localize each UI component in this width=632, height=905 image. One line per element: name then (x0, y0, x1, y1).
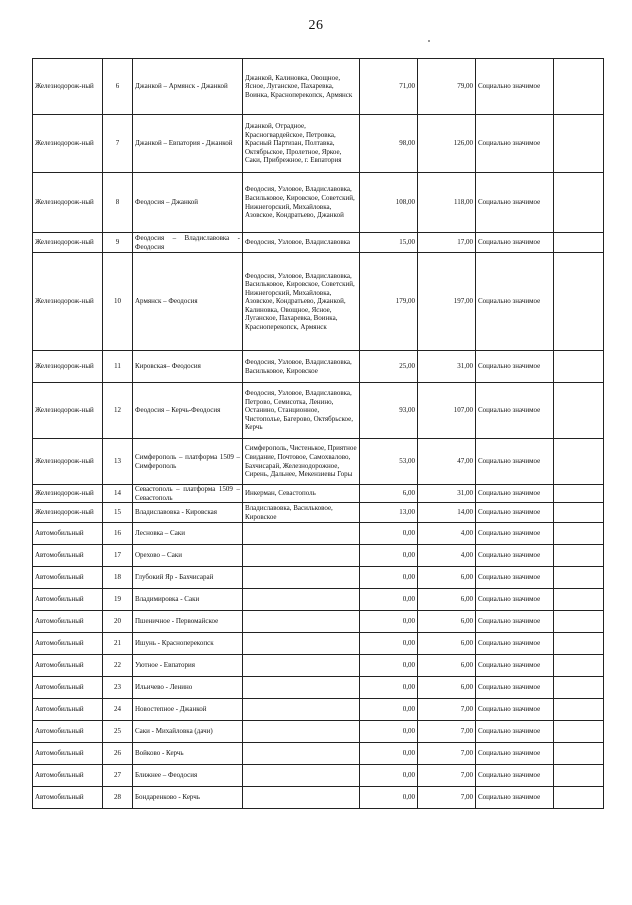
route-number-cell: 19 (103, 589, 133, 611)
stops-cell: Феодосия, Узловое, Владиславовка, Васильковое, Кировское, Советский, Нижнегорский, Михайловка, Азовское, Кондратьево, Джанкой (243, 173, 360, 233)
route-name-cell: Саки - Михайловка (дачи) (133, 721, 243, 743)
route-number-cell: 14 (103, 485, 133, 503)
notes-cell (554, 439, 604, 485)
value-2-cell: 31,00 (418, 485, 476, 503)
table-row (33, 611, 604, 633)
page-number: 26 (308, 18, 324, 33)
category-cell: Социально значимое (476, 523, 554, 545)
route-number-cell: 24 (103, 699, 133, 721)
table-row (33, 485, 604, 503)
value-1-cell: 0,00 (360, 699, 418, 721)
stops-cell (243, 655, 360, 677)
route-number-cell: 26 (103, 743, 133, 765)
route-name-cell: Лесновка – Саки (133, 523, 243, 545)
stops-cell: Феодосия, Узловое, Владиславовка, Петрово, Семисотка, Ленино, Останино, Станционное, Чистополье, Багерово, Октябрьское, Керчь (243, 383, 360, 439)
route-name-cell: Феодосия – Владиславовка - Феодосия (133, 233, 243, 253)
value-2-cell: 6,00 (418, 633, 476, 655)
value-2-cell: 14,00 (418, 503, 476, 523)
transport-type-cell: Автомобильный (33, 721, 103, 743)
category-cell: Социально значимое (476, 699, 554, 721)
category-cell: Социально значимое (476, 633, 554, 655)
notes-cell (554, 611, 604, 633)
notes-cell (554, 523, 604, 545)
table-row (33, 545, 604, 567)
value-2-cell: 31,00 (418, 351, 476, 383)
routes-table (32, 58, 604, 809)
notes-cell (554, 743, 604, 765)
value-2-cell: 126,00 (418, 115, 476, 173)
route-name-cell: Ишунь - Красноперекопск (133, 633, 243, 655)
stops-cell: Феодосия, Узловое, Владиславовка, Васильковое, Кировское (243, 351, 360, 383)
category-cell: Социально значимое (476, 115, 554, 173)
value-1-cell: 108,00 (360, 173, 418, 233)
table-row (33, 699, 604, 721)
value-1-cell: 0,00 (360, 743, 418, 765)
value-2-cell: 6,00 (418, 567, 476, 589)
table-row (33, 567, 604, 589)
stops-cell: Феодосия, Узловое, Владиславовка, Васильковое, Кировское, Советский, Нижнегорский, Михайловка, Азовское, Кондратьево, Джанкой, Калиновка, Овощное, Ясное, Луганское, Пахаревка, Воинка, Красноперекопск, Армянск (243, 253, 360, 351)
value-1-cell: 0,00 (360, 523, 418, 545)
route-number-cell: 11 (103, 351, 133, 383)
value-1-cell: 0,00 (360, 633, 418, 655)
route-name-cell: Ближнее – Феодосия (133, 765, 243, 787)
value-1-cell: 0,00 (360, 655, 418, 677)
transport-type-cell: Железнодорож-ный (33, 485, 103, 503)
notes-cell (554, 633, 604, 655)
notes-cell (554, 351, 604, 383)
value-1-cell: 0,00 (360, 787, 418, 809)
transport-type-cell: Автомобильный (33, 589, 103, 611)
stops-cell (243, 589, 360, 611)
table-row (33, 503, 604, 523)
category-cell: Социально значимое (476, 485, 554, 503)
transport-type-cell: Железнодорож-ный (33, 173, 103, 233)
routes-table-body (33, 59, 604, 809)
value-2-cell: 107,00 (418, 383, 476, 439)
value-1-cell: 0,00 (360, 545, 418, 567)
transport-type-cell: Железнодорож-ный (33, 115, 103, 173)
route-number-cell: 13 (103, 439, 133, 485)
transport-type-cell: Железнодорож-ный (33, 503, 103, 523)
value-1-cell: 98,00 (360, 115, 418, 173)
route-name-cell: Пшеничное - Первомайское (133, 611, 243, 633)
notes-cell (554, 503, 604, 523)
category-cell: Социально значимое (476, 545, 554, 567)
stops-cell (243, 677, 360, 699)
route-name-cell: Уютное - Евпатория (133, 655, 243, 677)
category-cell: Социально значимое (476, 233, 554, 253)
value-2-cell: 6,00 (418, 677, 476, 699)
value-1-cell: 15,00 (360, 233, 418, 253)
value-1-cell: 53,00 (360, 439, 418, 485)
value-1-cell: 0,00 (360, 677, 418, 699)
route-name-cell: Севастополь – платформа 1509 – Севастополь (133, 485, 243, 503)
category-cell: Социально значимое (476, 59, 554, 115)
category-cell: Социально значимое (476, 765, 554, 787)
table-row (33, 351, 604, 383)
value-1-cell: 6,00 (360, 485, 418, 503)
route-number-cell: 9 (103, 233, 133, 253)
table-row (33, 589, 604, 611)
stops-cell (243, 765, 360, 787)
table-row (33, 253, 604, 351)
transport-type-cell: Автомобильный (33, 677, 103, 699)
value-2-cell: 6,00 (418, 611, 476, 633)
table-row (33, 233, 604, 253)
route-number-cell: 20 (103, 611, 133, 633)
notes-cell (554, 485, 604, 503)
stops-cell (243, 633, 360, 655)
stops-cell (243, 523, 360, 545)
category-cell: Социально значимое (476, 383, 554, 439)
route-name-cell: Джанкой – Армянск - Джанкой (133, 59, 243, 115)
value-1-cell: 71,00 (360, 59, 418, 115)
category-cell: Социально значимое (476, 721, 554, 743)
notes-cell (554, 677, 604, 699)
notes-cell (554, 253, 604, 351)
route-name-cell: Владиславовка - Кировская (133, 503, 243, 523)
route-name-cell: Феодосия – Керчь-Феодосия (133, 383, 243, 439)
category-cell: Социально значимое (476, 787, 554, 809)
route-number-cell: 12 (103, 383, 133, 439)
value-1-cell: 0,00 (360, 567, 418, 589)
route-number-cell: 28 (103, 787, 133, 809)
value-1-cell: 0,00 (360, 721, 418, 743)
route-name-cell: Ильичево - Ленино (133, 677, 243, 699)
value-2-cell: 6,00 (418, 655, 476, 677)
notes-cell (554, 655, 604, 677)
category-cell: Социально значимое (476, 743, 554, 765)
stops-cell (243, 699, 360, 721)
value-2-cell: 7,00 (418, 765, 476, 787)
category-cell: Социально значимое (476, 611, 554, 633)
notes-cell (554, 787, 604, 809)
route-name-cell: Войково - Керчь (133, 743, 243, 765)
value-1-cell: 93,00 (360, 383, 418, 439)
route-name-cell: Симферополь – платформа 1509 – Симферополь (133, 439, 243, 485)
stops-cell: Симферополь, Чистенькое, Приятное Свидание, Почтовое, Самохвалово, Бахчисарай, Железнодорожное, Сирень, Дальнее, Мекензиевы Горы (243, 439, 360, 485)
route-number-cell: 7 (103, 115, 133, 173)
notes-cell (554, 699, 604, 721)
stops-cell: Джанкой, Отрадное, Красногвардейское, Петровка, Красный Партизан, Полтавка, Октябрьское, Пролетное, Яркое, Саки, Прибрежное, г. Евпатория (243, 115, 360, 173)
transport-type-cell: Автомобильный (33, 611, 103, 633)
route-name-cell: Глубокий Яр - Бахчисарай (133, 567, 243, 589)
value-1-cell: 25,00 (360, 351, 418, 383)
transport-type-cell: Автомобильный (33, 655, 103, 677)
table-row (33, 655, 604, 677)
stops-cell (243, 611, 360, 633)
notes-cell (554, 383, 604, 439)
transport-type-cell: Автомобильный (33, 523, 103, 545)
category-cell: Социально значимое (476, 589, 554, 611)
notes-cell (554, 567, 604, 589)
stops-cell: Джанкой, Калиновка, Овощное, Ясное, Луганское, Пахаревка, Воинка, Краснoперекопск, Армянск (243, 59, 360, 115)
route-number-cell: 25 (103, 721, 133, 743)
route-name-cell: Новостепное - Джанкой (133, 699, 243, 721)
transport-type-cell: Железнодорож-ный (33, 253, 103, 351)
notes-cell (554, 545, 604, 567)
value-2-cell: 79,00 (418, 59, 476, 115)
route-number-cell: 27 (103, 765, 133, 787)
route-number-cell: 17 (103, 545, 133, 567)
value-2-cell: 7,00 (418, 787, 476, 809)
stops-cell: Инкерман, Севастополь (243, 485, 360, 503)
transport-type-cell: Автомобильный (33, 787, 103, 809)
transport-type-cell: Автомобильный (33, 545, 103, 567)
transport-type-cell: Железнодорож-ный (33, 59, 103, 115)
notes-cell (554, 765, 604, 787)
transport-type-cell: Железнодорож-ный (33, 383, 103, 439)
value-1-cell: 0,00 (360, 589, 418, 611)
transport-type-cell: Железнодорож-ный (33, 233, 103, 253)
route-number-cell: 6 (103, 59, 133, 115)
table-row (33, 383, 604, 439)
value-2-cell: 7,00 (418, 743, 476, 765)
route-name-cell: Джанкой – Евпатория - Джанкой (133, 115, 243, 173)
value-2-cell: 4,00 (418, 545, 476, 567)
route-name-cell: Армянск – Феодосия (133, 253, 243, 351)
route-number-cell: 22 (103, 655, 133, 677)
value-2-cell: 6,00 (418, 589, 476, 611)
value-1-cell: 0,00 (360, 765, 418, 787)
value-2-cell: 17,00 (418, 233, 476, 253)
category-cell: Социально значимое (476, 567, 554, 589)
route-name-cell: Феодосия – Джанкой (133, 173, 243, 233)
table-row (33, 115, 604, 173)
stops-cell (243, 545, 360, 567)
category-cell: Социально значимое (476, 253, 554, 351)
table-row (33, 59, 604, 115)
route-number-cell: 8 (103, 173, 133, 233)
route-name-cell: Кировская– Феодосия (133, 351, 243, 383)
notes-cell (554, 173, 604, 233)
notes-cell (554, 233, 604, 253)
notes-cell (554, 59, 604, 115)
value-2-cell: 197,00 (418, 253, 476, 351)
table-row (33, 677, 604, 699)
stops-cell (243, 567, 360, 589)
table-row (33, 787, 604, 809)
category-cell: Социально значимое (476, 351, 554, 383)
route-number-cell: 23 (103, 677, 133, 699)
category-cell: Социально значимое (476, 173, 554, 233)
transport-type-cell: Железнодорож-ный (33, 439, 103, 485)
notes-cell (554, 721, 604, 743)
value-1-cell: 179,00 (360, 253, 418, 351)
table-row (33, 765, 604, 787)
table-row (33, 633, 604, 655)
stops-cell (243, 787, 360, 809)
notes-cell (554, 589, 604, 611)
transport-type-cell: Железнодорож-ный (33, 351, 103, 383)
value-2-cell: 47,00 (418, 439, 476, 485)
value-1-cell: 13,00 (360, 503, 418, 523)
transport-type-cell: Автомобильный (33, 743, 103, 765)
table-row (33, 439, 604, 485)
route-name-cell: Владимировка - Саки (133, 589, 243, 611)
scan-speck (428, 40, 430, 42)
value-2-cell: 7,00 (418, 721, 476, 743)
route-number-cell: 16 (103, 523, 133, 545)
notes-cell (554, 115, 604, 173)
table-row (33, 743, 604, 765)
category-cell: Социально значимое (476, 503, 554, 523)
table-row (33, 173, 604, 233)
value-2-cell: 7,00 (418, 699, 476, 721)
route-number-cell: 10 (103, 253, 133, 351)
route-name-cell: Бондаренково - Керчь (133, 787, 243, 809)
route-number-cell: 18 (103, 567, 133, 589)
table-row (33, 721, 604, 743)
category-cell: Социально значимое (476, 655, 554, 677)
stops-cell: Феодосия, Узловое, Владиславовка (243, 233, 360, 253)
category-cell: Социально значимое (476, 439, 554, 485)
transport-type-cell: Автомобильный (33, 567, 103, 589)
stops-cell: Владиславовка, Васильковое, Кировское (243, 503, 360, 523)
stops-cell (243, 721, 360, 743)
transport-type-cell: Автомобильный (33, 699, 103, 721)
value-1-cell: 0,00 (360, 611, 418, 633)
route-name-cell: Орехово – Саки (133, 545, 243, 567)
transport-type-cell: Автомобильный (33, 765, 103, 787)
route-number-cell: 21 (103, 633, 133, 655)
stops-cell (243, 743, 360, 765)
transport-type-cell: Автомобильный (33, 633, 103, 655)
value-2-cell: 118,00 (418, 173, 476, 233)
value-2-cell: 4,00 (418, 523, 476, 545)
table-row (33, 523, 604, 545)
route-number-cell: 15 (103, 503, 133, 523)
category-cell: Социально значимое (476, 677, 554, 699)
